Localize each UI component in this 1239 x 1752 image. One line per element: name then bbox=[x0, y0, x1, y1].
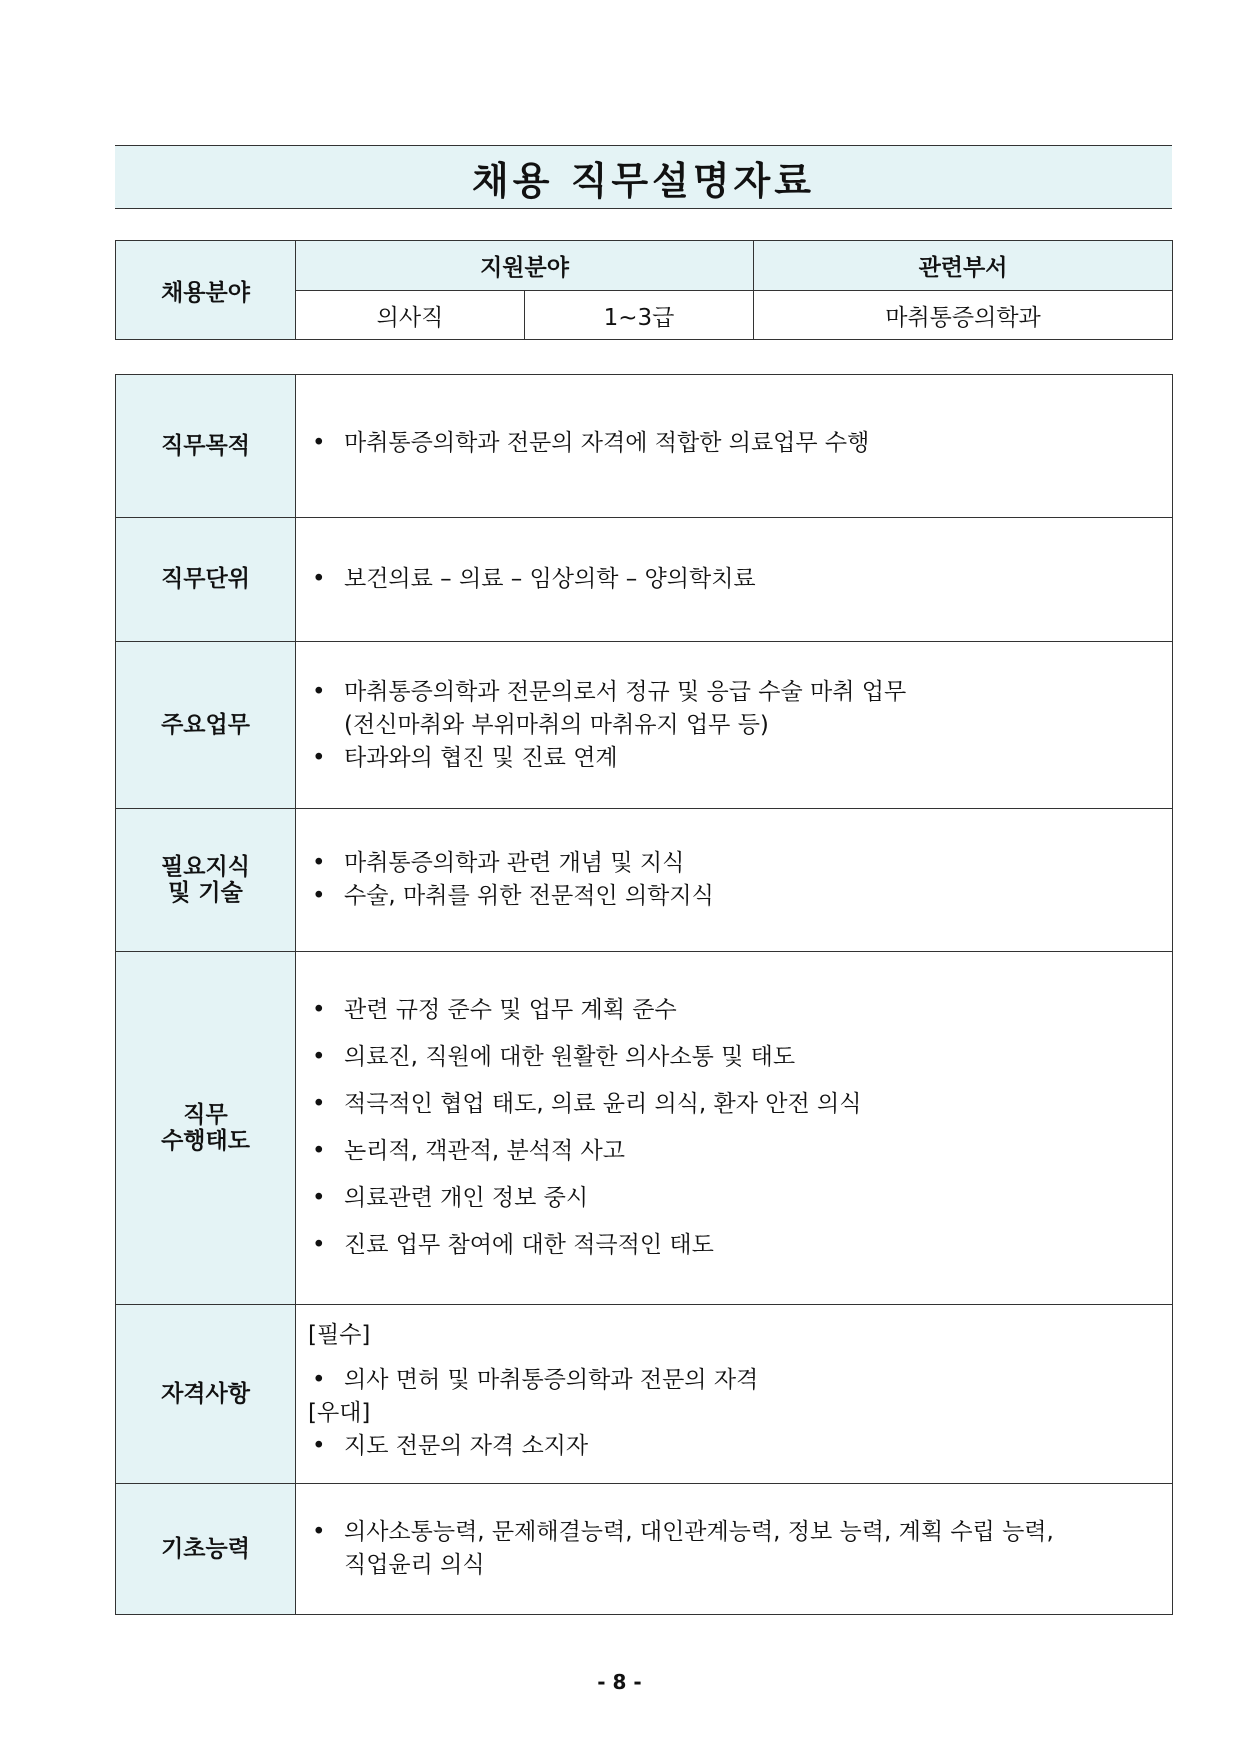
list-item: • 마취통증의학과 전문의 자격에 적합한 의료업무 수행 bbox=[308, 427, 1160, 460]
purpose-label: 직무목적 bbox=[116, 375, 296, 518]
unit-content bbox=[296, 518, 1173, 642]
basic-label: 기초능력 bbox=[116, 1484, 296, 1615]
list-item: • 마취통증의학과 관련 개념 및 지식 bbox=[308, 847, 1160, 880]
qualification-label: 자격사항 bbox=[116, 1305, 296, 1484]
attitude-content bbox=[296, 952, 1173, 1305]
attitude-label-line1: 직무 bbox=[183, 1101, 228, 1128]
list-item: (전신마취와 부위마취의 마취유지 업무 등) bbox=[344, 711, 769, 738]
qualification-content bbox=[296, 1305, 1173, 1484]
list-item: • 진료 업무 참여에 대한 적극적인 태도 bbox=[308, 1229, 1160, 1262]
knowledge-label bbox=[116, 809, 296, 952]
required-tag: [필수] bbox=[308, 1322, 371, 1348]
attitude-label-line2: 수행태도 bbox=[161, 1128, 250, 1154]
job-cell: 의사직 bbox=[296, 291, 525, 340]
list-item: • 관련 규정 준수 및 업무 계획 준수 bbox=[308, 994, 1160, 1027]
job-description-table bbox=[115, 374, 1173, 1615]
page-number: - 8 - bbox=[597, 1670, 642, 1694]
recruit-table bbox=[115, 240, 1173, 340]
list-item: • 의료관련 개인 정보 중시 bbox=[308, 1182, 1160, 1215]
purpose-content bbox=[296, 375, 1173, 518]
list-item: • 지도 전문의 자격 소지자 bbox=[308, 1430, 1160, 1463]
list-item: • 적극적인 협업 태도, 의료 윤리 의식, 환자 안전 의식 bbox=[308, 1088, 1160, 1121]
list-item: • 의료진, 직원에 대한 원활한 의사소통 및 태도 bbox=[308, 1041, 1160, 1074]
list-item: • 보건의료 – 의료 – 임상의학 – 양의학치료 bbox=[308, 563, 1160, 596]
title-banner bbox=[115, 145, 1172, 209]
attitude-label bbox=[116, 952, 296, 1305]
basic-content bbox=[296, 1484, 1173, 1615]
preferred-tag: [우대] bbox=[308, 1400, 371, 1426]
list-item: • 논리적, 객관적, 분석적 사고 bbox=[308, 1135, 1160, 1168]
dept-header: 관련부서 bbox=[754, 241, 1173, 291]
duties-label: 주요업무 bbox=[116, 642, 296, 809]
list-item: • 타과와의 협진 및 진료 연계 bbox=[308, 742, 1160, 775]
knowledge-label-line2: 및 기술 bbox=[168, 880, 243, 906]
knowledge-content bbox=[296, 809, 1173, 952]
list-item: 직업윤리 의식 bbox=[344, 1552, 485, 1578]
list-item: • 마취통증의학과 전문의로서 정규 및 응급 수술 마취 업무 bbox=[308, 676, 1160, 709]
knowledge-label-line1: 필요지식 bbox=[161, 853, 250, 880]
list-item: • 의사소통능력, 문제해결능력, 대인관계능력, 정보 능력, 계획 수립 능력, bbox=[308, 1516, 1160, 1549]
page-title: 채용 직무설명자료 bbox=[472, 158, 815, 203]
recruit-label: 채용분야 bbox=[116, 241, 296, 340]
list-item: • 수술, 마취를 위한 전문적인 의학지식 bbox=[308, 880, 1160, 913]
duties-content bbox=[296, 642, 1173, 809]
dept-cell: 마취통증의학과 bbox=[754, 291, 1173, 340]
field-header: 지원분야 bbox=[296, 241, 754, 291]
grade-cell: 1~3급 bbox=[525, 291, 754, 340]
unit-label: 직무단위 bbox=[116, 518, 296, 642]
list-item: • 의사 면허 및 마취통증의학과 전문의 자격 bbox=[308, 1364, 1160, 1397]
